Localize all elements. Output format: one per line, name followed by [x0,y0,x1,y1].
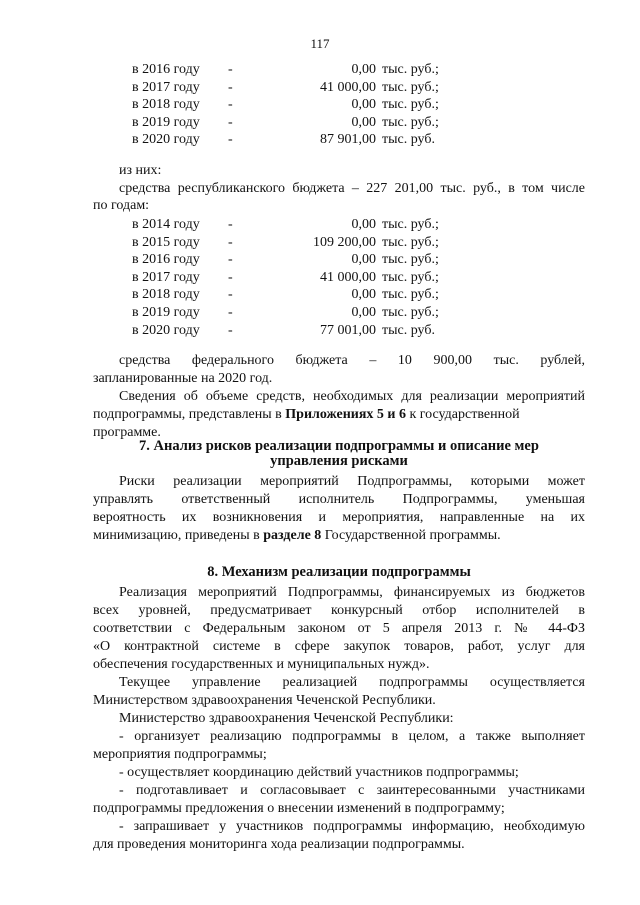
budget-dash: - [228,287,233,303]
info-line2-tail: к государственной программе. [93,407,520,440]
budget-unit: тыс. руб.; [382,97,439,113]
section7-line4-text: минимизацию, приведены в [93,528,264,543]
iz-nih-label: из них: [119,163,162,178]
budget-unit: тыс. руб.; [382,217,439,232]
section8-line7: Министерством здравоохранения Чеченской Республики. [93,693,436,708]
section8-line14: - запрашивает у участников подпрограммы информацию, необходимую [119,819,585,834]
budget-amount: 0,00 [351,287,376,303]
republic-budget-line2: по годам: [93,198,150,213]
section7-line1: Риски реализации мероприятий Подпрограммы, которыми может [119,474,585,489]
budget-year: в 2020 году [132,132,200,148]
budget-unit: тыс. руб.; [382,234,439,250]
budget-amount: 109 200,00 [313,234,376,250]
budget-dash: - [228,62,233,77]
budget-year: в 2020 году [132,322,200,338]
section8-line10: мероприятия подпрограммы; [93,747,267,762]
section8-line2: всех уровней, предусматривает конкурсный отбор исполнителей в [93,603,585,618]
section7-title-line2: управления рисками [270,453,408,469]
budget-amount: 41 000,00 [320,79,376,95]
budget-amount: 0,00 [351,252,376,268]
section8-line6: Текущее управление реализацией подпрограммы осуществляется [119,675,585,690]
budget-unit: тыс. руб.; [382,269,439,285]
federal-budget-line2: запланированные на 2020 год. [93,371,273,386]
section8-title: 8. Механизм реализации подпрограммы [207,564,471,580]
budget-amount: 41 000,00 [320,269,376,285]
budget-dash: - [228,97,233,113]
budget-year: в 2016 году [132,252,200,268]
section8-line15: для проведения мониторинга хода реализации подпрограммы. [93,837,465,852]
section7-line3: вероятность их возникновения и мероприятия, направленные на их [93,510,585,525]
section8-line1: Реализация мероприятий Подпрограммы, финансируемых из бюджетов [119,585,585,600]
budget-year: в 2018 году [132,287,200,303]
budget-amount: 0,00 [351,97,376,113]
section7-title-line1: 7. Анализ рисков реализации подпрограммы и описание мер [139,438,539,454]
budget-dash: - [228,322,233,338]
section7-line2: управлять ответственный исполнитель Подпрограммы, уменьшая [93,492,585,507]
budget-unit: тыс. руб.; [382,304,439,320]
info-line2-text: подпрограммы, представлены в [93,407,286,422]
section7-line4 [93,527,585,545]
budget-unit: тыс. руб.; [382,114,439,130]
budget-dash: - [228,114,233,130]
budget-dash: - [228,132,233,148]
section8-line11: - осуществляет координацию действий участников подпрограммы; [119,765,519,780]
budget-dash: - [228,217,233,232]
republic-budget-line1: средства республиканского бюджета – 227 201,00 тыс. руб., в том числе [119,181,585,196]
budget-amount: 77 001,00 [320,322,376,338]
budget-dash: - [228,304,233,320]
budget-dash: - [228,234,233,250]
section-reference: разделе 8 [263,528,322,543]
budget-amount: 0,00 [351,114,376,130]
budget-unit: тыс. руб.; [382,252,439,268]
appendix-reference: Приложениях 5 и 6 [285,407,406,422]
page-number: 117 [310,36,330,51]
budget-year: в 2016 году [132,62,200,77]
federal-budget-line1: средства федерального бюджета – 10 900,00 тыс. рублей, [119,353,585,368]
section8-line13: подпрограммы предложения о внесении изменений в подпрограмму; [93,801,505,816]
budget-amount: 0,00 [351,304,376,320]
budget-year: в 2017 году [132,79,200,95]
budget-year: в 2017 году [132,269,200,285]
section8-line12: - подготавливает и согласовывает с заинтересованными участниками [119,783,585,798]
info-line2 [93,406,585,441]
budget-dash: - [228,269,233,285]
section8-line8: Министерство здравоохранения Чеченской Республики: [119,711,454,726]
budget-year: в 2018 году [132,97,200,113]
budget-unit: тыс. руб. [382,322,435,338]
section8-line3: соответствии с Федеральным законом от 5 апреля 2013 г. № 44-ФЗ [93,621,585,636]
info-line1: Сведения об объеме средств, необходимых для реализации мероприятий [119,389,585,404]
budget-unit: тыс. руб.; [382,287,439,303]
budget-unit: тыс. руб.; [382,79,439,95]
budget-dash: - [228,252,233,268]
budget-unit: тыс. руб.; [382,62,439,77]
section8-line4: «О контрактной системе в сфере закупок товаров, работ, услуг для [93,639,585,654]
section7-line4-tail: Государственной программы. [321,528,501,543]
budget-dash: - [228,79,233,95]
budget-year: в 2015 году [132,234,200,250]
budget-year: в 2014 году [132,217,200,232]
budget-year: в 2019 году [132,304,200,320]
section8-line9: - организует реализацию подпрограммы в целом, а также выполняет [119,729,585,744]
budget-year: в 2019 году [132,114,200,130]
section8-line5: обеспечения государственных и муниципальных нужд». [93,657,430,672]
budget-amount: 87 901,00 [320,132,376,148]
budget-unit: тыс. руб. [382,132,435,148]
budget-amount: 0,00 [351,217,376,232]
budget-amount: 0,00 [351,62,376,77]
